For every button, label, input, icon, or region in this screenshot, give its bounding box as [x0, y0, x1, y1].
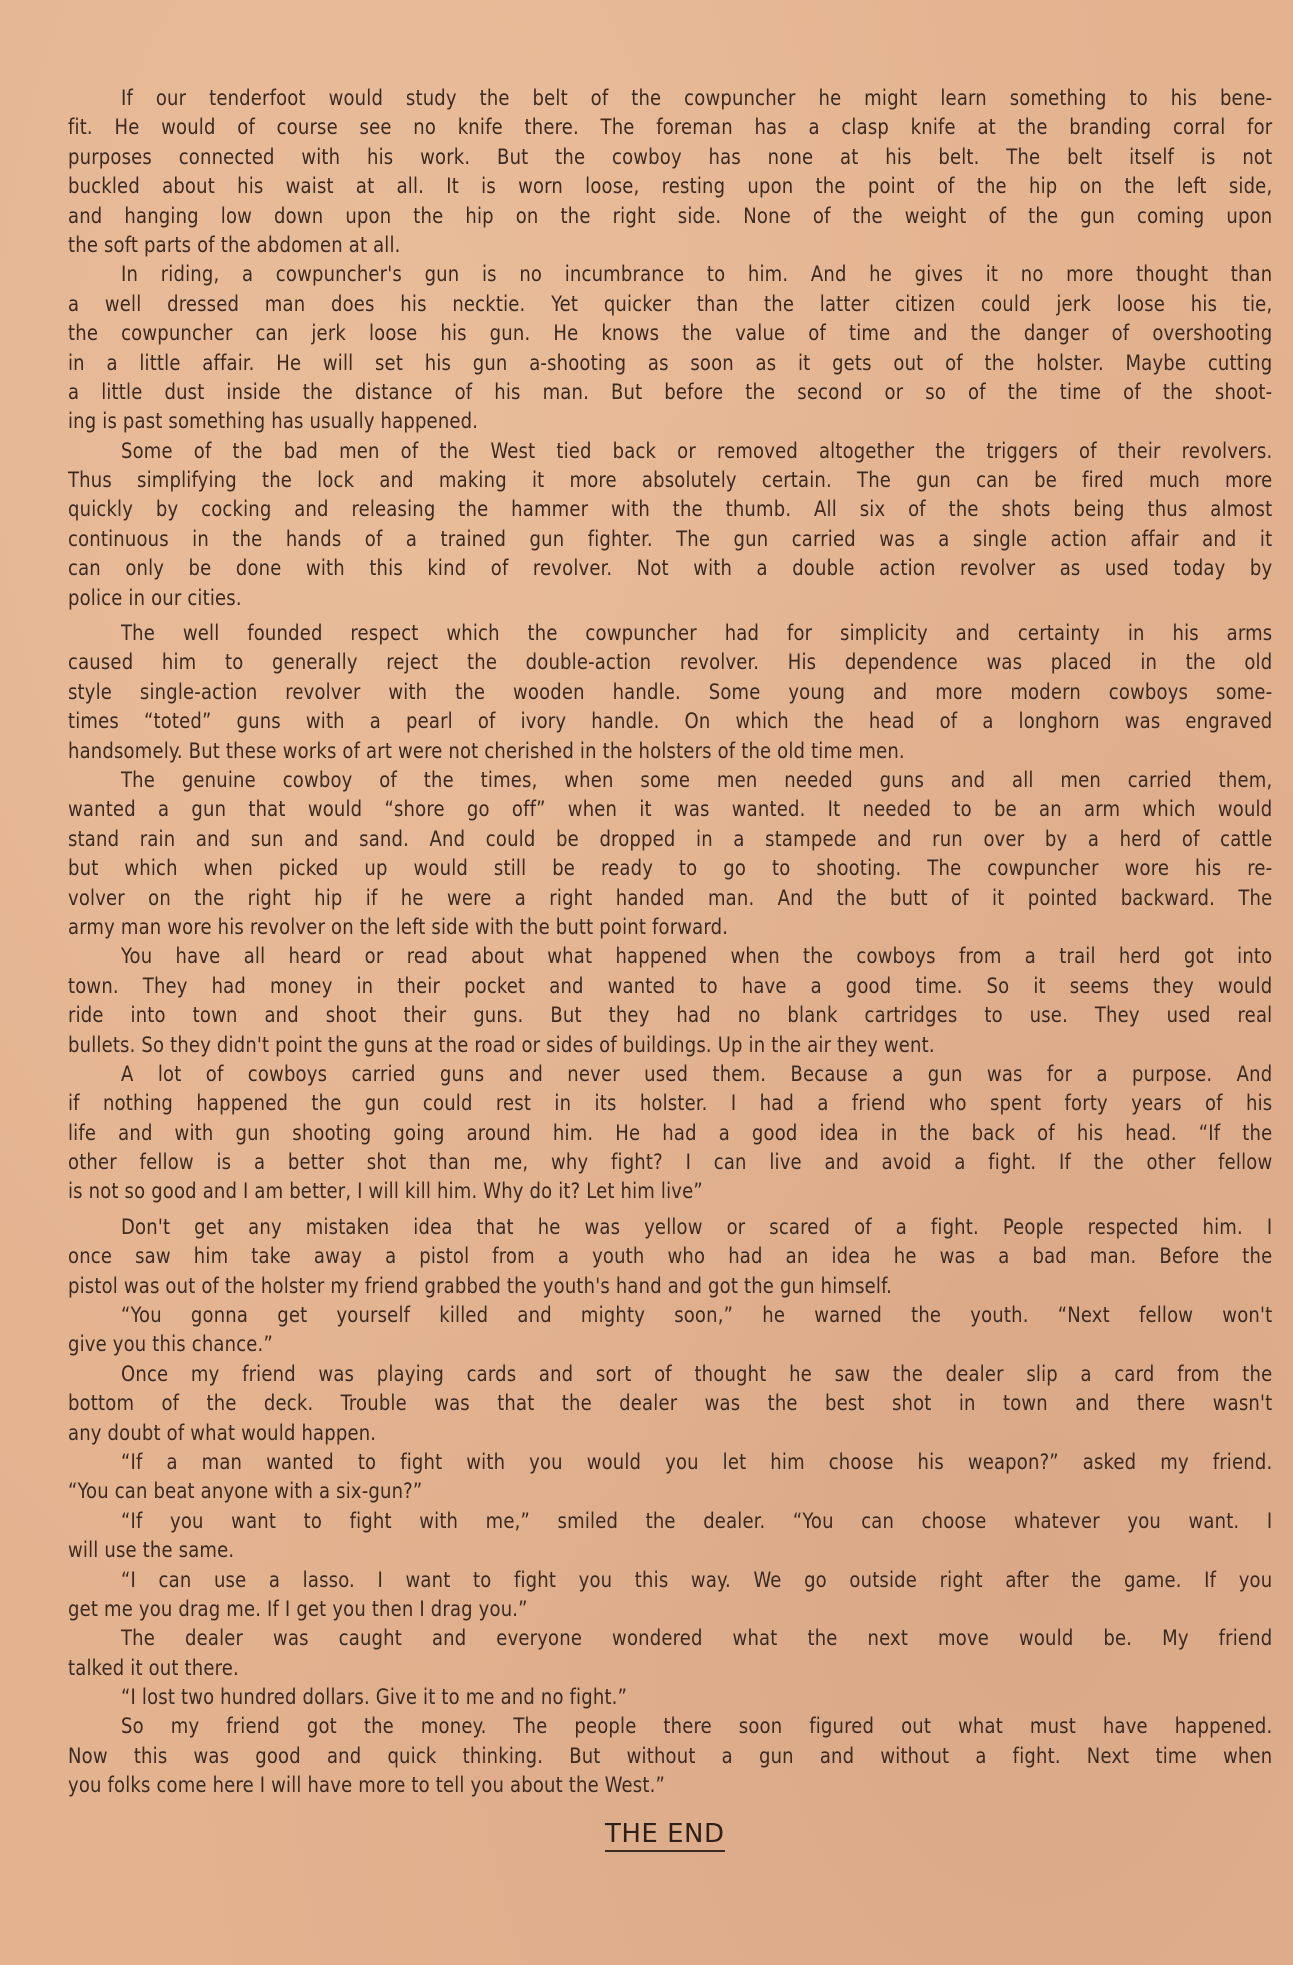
paragraph: [68, 260, 1273, 436]
text-line: stand rain and sun and sand. And could be dropped in a stampede and run over by a herd of cattle: [68, 826, 1273, 852]
text-line: is not so good and I am better, I will kill him. Why do it? Let him live”: [68, 1179, 703, 1205]
text-line: in a little affair. He will set his gun a-shooting as soon as it gets out of the holster. Maybe cutting: [68, 350, 1273, 376]
text-line: The dealer was caught and everyone wondered what the next move would be. My friend: [121, 1626, 1273, 1652]
text-line: “I lost two hundred dollars. Give it to me and no fight.”: [121, 1685, 628, 1711]
text-line: In riding, a cowpuncher's gun is no incumbrance to him. And he gives it no more thought than: [121, 262, 1273, 288]
paragraph: [68, 437, 1273, 613]
paragraph: [68, 1301, 1273, 1360]
text-line: town. They had money in their pocket and wanted to have a good time. So it seems they would: [68, 973, 1273, 999]
text-line: The genuine cowboy of the times, when some men needed guns and all men carried them,: [121, 767, 1273, 793]
text-line: give you this chance.”: [68, 1332, 273, 1358]
text-line: ing is past something has usually happened.: [68, 409, 479, 435]
text-line: other fellow is a better shot than me, why fight? I can live and avoid a fight. If the other fellow: [68, 1150, 1273, 1176]
text-line: ride into town and shoot their guns. But they had no blank cartridges to use. They used real: [68, 1003, 1273, 1029]
text-line: Now this was good and quick thinking. But without a gun and without a fight. Next time when: [68, 1743, 1273, 1769]
text-line: can only be done with this kind of revolver. Not with a double action revolver as used today by: [68, 556, 1273, 582]
paragraph: [68, 1683, 1273, 1712]
article-body: [68, 84, 1273, 1801]
paragraph: [68, 1624, 1273, 1683]
text-line: “If you want to fight with me,” smiled the dealer. “You can choose whatever you want. I: [121, 1508, 1273, 1534]
paragraph: [68, 942, 1273, 1060]
text-line: army man wore his revolver on the left side with the butt point forward.: [68, 914, 729, 940]
text-line: pistol was out of the holster my friend grabbed the youth's hand and got the gun himself.: [68, 1273, 893, 1299]
text-line: buckled about his waist at all. It is worn loose, resting upon the point of the hip on the left side,: [68, 174, 1273, 200]
text-line: but which when picked up would still be ready to go to shooting. The cowpuncher wore his re-: [68, 856, 1273, 882]
text-line: Don't get any mistaken idea that he was yellow or scared of a fight. People respected him. I: [121, 1214, 1273, 1240]
text-line: a well dressed man does his necktie. Yet quicker than the latter citizen could jerk loose his tie,: [68, 291, 1273, 317]
text-line: bottom of the deck. Trouble was that the dealer was the best shot in town and there wasn't: [68, 1391, 1273, 1417]
paragraph: [68, 766, 1273, 942]
text-line: times “toted” guns with a pearl of ivory handle. On which the head of a longhorn was engraved: [68, 709, 1273, 735]
text-line: get me you drag me. If I get you then I drag you.”: [68, 1596, 528, 1622]
text-line: once saw him take away a pistol from a youth who had an idea he was a bad man. Before the: [68, 1244, 1273, 1270]
text-line: the cowpuncher can jerk loose his gun. He knows the value of time and the danger of overshooting: [68, 321, 1273, 347]
text-line: will use the same.: [68, 1538, 235, 1564]
text-line: Some of the bad men of the West tied back or removed altogether the triggers of their revolvers.: [121, 438, 1273, 464]
text-line: life and with gun shooting going around him. He had a good idea in the back of his head. “If the: [68, 1120, 1273, 1146]
paragraph: [68, 1360, 1273, 1448]
paragraph: [68, 1566, 1273, 1625]
text-line: If our tenderfoot would study the belt of the cowpuncher he might learn something to his bene-: [121, 86, 1273, 111]
paragraph: [68, 1507, 1273, 1566]
text-line: Once my friend was playing cards and sort of thought he saw the dealer slip a card from the: [121, 1361, 1273, 1387]
paragraph: [68, 1213, 1273, 1301]
text-line: bullets. So they didn't point the guns at the road or sides of buildings. Up in the air they went.: [68, 1032, 935, 1058]
paragraph: [68, 619, 1273, 766]
text-line: continuous in the hands of a trained gun fighter. The gun carried was a single action affair and it: [68, 526, 1273, 552]
text-line: any doubt of what would happen.: [68, 1420, 377, 1446]
text-line: and hanging low down upon the hip on the right side. None of the weight of the gun coming upon: [68, 203, 1273, 229]
text-line: “If a man wanted to fight with you would you let him choose his weapon?” asked my friend.: [121, 1449, 1273, 1475]
text-line: “You gonna get yourself killed and mighty soon,” he warned the youth. “Next fellow won't: [121, 1303, 1273, 1329]
paragraph: [68, 1060, 1273, 1207]
text-line: you folks come here I will have more to tell you about the West.”: [68, 1773, 665, 1799]
the-end-label: THE END: [605, 1819, 725, 1852]
paragraph: [68, 84, 1273, 260]
text-line: the soft parts of the abdomen at all.: [68, 232, 401, 258]
text-line: Thus simplifying the lock and making it more absolutely certain. The gun can be fired much more: [68, 468, 1273, 494]
text-line: police in our cities.: [68, 585, 242, 611]
text-line: fit. He would of course see no knife there. The foreman has a clasp knife at the branding corral for: [68, 115, 1273, 141]
text-line: a little dust inside the distance of his man. But before the second or so of the time of the shoot-: [68, 379, 1273, 405]
text-line: “You can beat anyone with a six-gun?”: [68, 1479, 423, 1505]
text-line: You have all heard or read about what happened when the cowboys from a trail herd got into: [121, 944, 1273, 970]
text-line: talked it out there.: [68, 1655, 239, 1681]
text-line: handsomely. But these works of art were not cherished in the holsters of the old time men.: [68, 738, 905, 764]
text-line: wanted a gun that would “shore go off” when it was wanted. It needed to be an arm which would: [68, 797, 1273, 823]
text-line: So my friend got the money. The people there soon figured out what must have happened.: [121, 1714, 1273, 1740]
text-line: volver on the right hip if he were a right handed man. And the butt of it pointed backward. The: [68, 885, 1273, 911]
text-line: quickly by cocking and releasing the hammer with the thumb. All six of the shots being thus almost: [68, 497, 1273, 523]
text-line: if nothing happened the gun could rest in its holster. I had a friend who spent forty years of his: [68, 1091, 1273, 1117]
text-line: The well founded respect which the cowpuncher had for simplicity and certainty in his arms: [121, 621, 1273, 647]
text-line: purposes connected with his work. But the cowboy has none at his belt. The belt itself is not: [68, 144, 1273, 170]
text-line: “I can use a lasso. I want to fight you this way. We go outside right after the game. If you: [121, 1567, 1273, 1593]
paragraph: [68, 1712, 1273, 1800]
text-line: style single-action revolver with the wooden handle. Some young and more modern cowboys some-: [68, 679, 1273, 705]
paragraph: [68, 1448, 1273, 1507]
text-line: A lot of cowboys carried guns and never used them. Because a gun was for a purpose. And: [121, 1061, 1273, 1087]
text-line: caused him to generally reject the double-action revolver. His dependence was placed in the old: [68, 650, 1273, 676]
